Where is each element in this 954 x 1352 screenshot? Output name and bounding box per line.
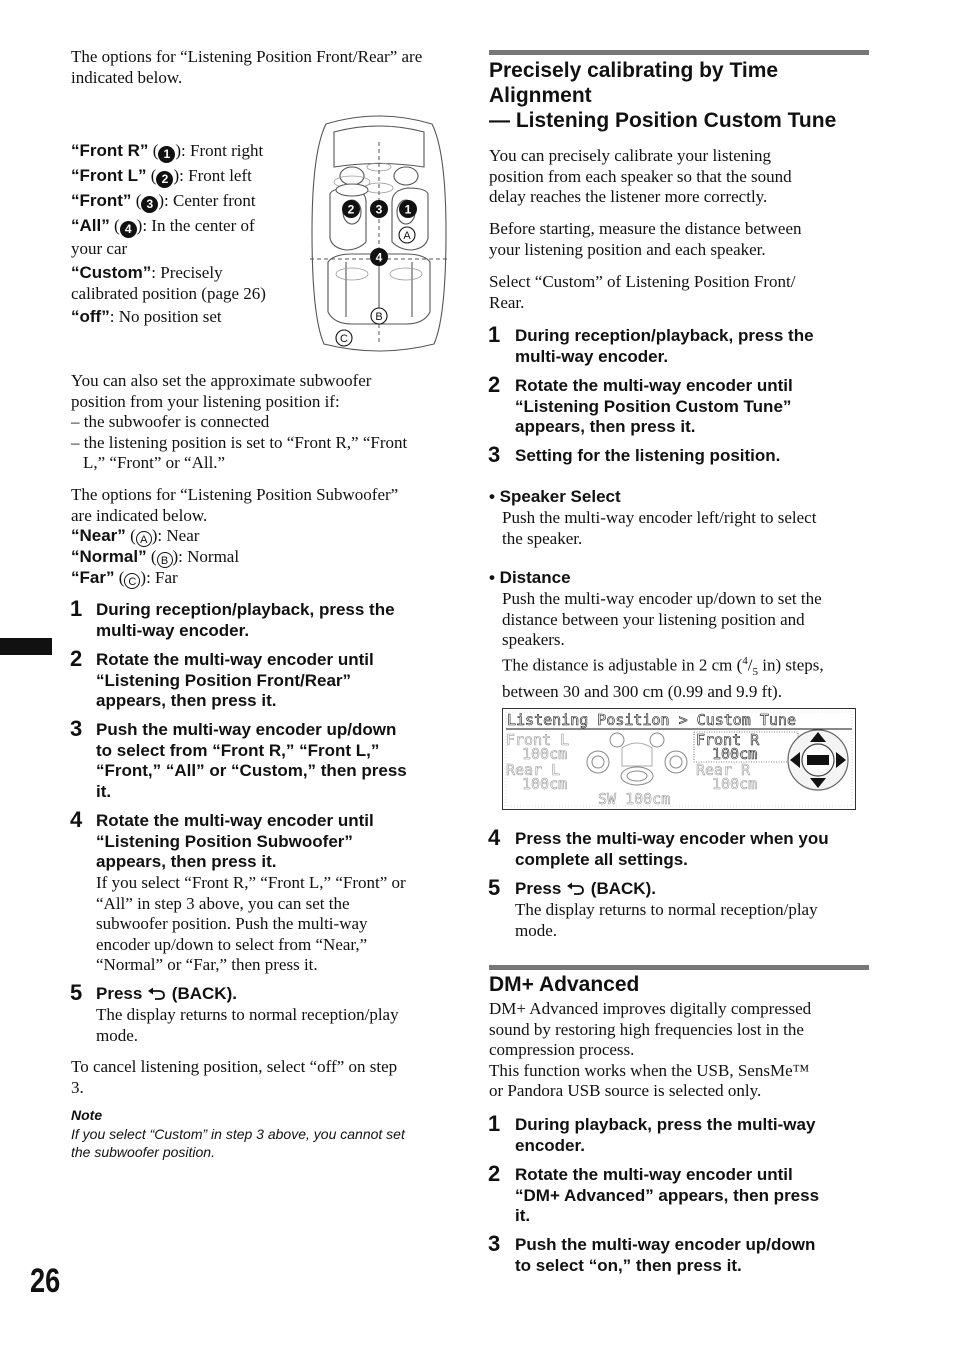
back-icon	[147, 986, 167, 1000]
front-rear-options	[71, 138, 301, 329]
dm-step-2-number: 2	[488, 1161, 501, 1186]
left-step-2-number: 2	[70, 646, 83, 671]
lcd-rear-l: Rear L	[506, 761, 561, 779]
svg-text:1: 1	[404, 202, 412, 217]
section-side-tab	[0, 638, 52, 655]
diagram-label-a	[399, 227, 415, 243]
right-step-5-body: The display returns to normal reception/play mode.	[515, 900, 818, 940]
option-far: “Far” ( C ): Far	[71, 568, 178, 588]
lcd-title: Listening Position > Custom Tune	[507, 711, 796, 729]
intro-p2: Before starting, measure the distance between your listening position and each speaker.	[489, 219, 802, 259]
option-off: “off”: No position set	[71, 307, 222, 326]
option-front: “Front” ( 3 ): Center front	[71, 191, 256, 211]
lcd-custom-tune-display	[502, 708, 856, 810]
left-step-5-number: 5	[70, 980, 83, 1005]
dm-advanced-title: DM+ Advanced	[489, 973, 640, 996]
section-rule-dm	[489, 965, 869, 970]
section-rule-top	[489, 50, 869, 55]
lcd-front-r-value: 100cm	[712, 745, 758, 763]
dm-step-3-number: 3	[488, 1231, 501, 1256]
diagram-label-c	[336, 330, 352, 346]
svg-text:C: C	[340, 333, 348, 345]
svg-text:3: 3	[375, 202, 383, 217]
distance-title: • Distance	[489, 568, 571, 587]
svg-text:A: A	[403, 230, 411, 242]
right-step-3-number: 3	[488, 442, 501, 467]
intro-p3: Select “Custom” of Listening Position Front/ Rear.	[489, 272, 796, 312]
diagram-label-b	[371, 308, 387, 324]
lcd-rear-r: Rear R	[696, 761, 751, 779]
diagram-badge-3	[370, 200, 388, 218]
left-step-4-body: If you select “Front R,” “Front L,” “Front” or “All” in step 3 above, you can set the subwoofer position. Push the multi-way encoder up/down to select from “Near,” “Normal” or “Far,” then press it.	[96, 873, 406, 974]
time-alignment-title: Precisely calibrating by Time Alignment — Listening Position Custom Tune	[489, 59, 837, 132]
lcd-encoder-icon	[788, 730, 848, 790]
left-step-1-number: 1	[70, 596, 83, 621]
lcd-front-l: Front L	[506, 731, 570, 749]
right-step-4-text: Press the multi-way encoder when you complete all settings.	[515, 829, 829, 869]
distance-body: Push the multi-way encoder up/down to set the distance between your listening position and speakers. The distance is adjustable in 2 cm ($^4/_5$ in) steps, between 30 and 300 cm (0.99 and 9.9 ft).	[502, 589, 824, 702]
left-step-5-text: Press (BACK).	[96, 984, 237, 1003]
left-step-4-number: 4	[70, 807, 83, 832]
speaker-select-body: Push the multi-way encoder left/right to select the speaker.	[502, 508, 817, 548]
badge-4: 4	[120, 221, 137, 238]
dm-step-1-text: During playback, press the multi-way encoder.	[515, 1115, 816, 1155]
note-body: If you select “Custom” in step 3 above, you cannot set the subwoofer position.	[71, 1126, 405, 1160]
option-normal: “Normal” ( B ): Normal	[71, 547, 240, 567]
left-step-4-text: Rotate the multi-way encoder until “Listening Position Subwoofer” appears, then press it.	[96, 811, 374, 871]
car-seat-diagram	[306, 112, 452, 358]
svg-text:2: 2	[347, 202, 355, 217]
intro-paragraph: The options for “Listening Position Front/Rear” are indicated below.	[71, 47, 423, 87]
dm-advanced-body: DM+ Advanced improves digitally compressed sound by restoring high frequencies lost in the compression process. This function works when the USB, SensMe™ or Pandora USB source is selected only.	[489, 999, 812, 1100]
back-icon	[566, 881, 586, 895]
right-step-2-number: 2	[488, 372, 501, 397]
lcd-subwoofer: SW 100cm	[598, 790, 671, 808]
option-custom: “Custom”: Precisely calibrated position (page 26)	[71, 263, 266, 303]
badge-2: 2	[156, 171, 173, 188]
dm-step-3-text: Push the multi-way encoder up/down to select “on,” then press it.	[515, 1235, 816, 1275]
right-step-2-text: Rotate the multi-way encoder until “Listening Position Custom Tune” appears, then press it.	[515, 376, 793, 436]
intro-p1: You can precisely calibrate your listening position from each speaker so that the sound delay reaches the listener more correctly.	[489, 146, 792, 206]
diagram-badge-2	[342, 200, 360, 218]
speaker-select-title: • Speaker Select	[489, 487, 621, 506]
badge-3: 3	[141, 196, 158, 213]
diagram-badge-4	[370, 248, 388, 266]
diagram-badge-1	[399, 200, 417, 218]
right-step-1-number: 1	[488, 322, 501, 347]
subwoofer-paragraph: You can also set the approximate subwoofer position from your listening position if: – the subwoofer is connected – the listening position is set to “Front R,” “Front L,” “Front” or “All.”	[71, 371, 408, 472]
note-title: Note	[71, 1107, 103, 1123]
badge-1: 1	[158, 146, 175, 163]
option-front-r: “Front R” ( 1 ): Front right	[71, 141, 264, 161]
lcd-rear-l-value: 100cm	[522, 775, 568, 793]
option-front-l: “Front L” ( 2 ): Front left	[71, 166, 252, 186]
right-step-4-number: 4	[488, 825, 501, 850]
subwoofer-options: The options for “Listening Position Subwoofer” are indicated below. “Near” ( A ): Near “Normal” ( B ): Normal “Far” ( C ): Far	[71, 485, 456, 589]
left-step-3-number: 3	[70, 716, 83, 741]
cancel-paragraph: To cancel listening position, select “off” on step 3.	[71, 1057, 398, 1097]
left-step-5-body: The display returns to normal reception/play mode.	[96, 1005, 399, 1045]
lcd-rear-r-value: 100cm	[712, 775, 758, 793]
svg-text:B: B	[375, 311, 383, 323]
option-near: “Near” ( A ): Near	[71, 526, 200, 546]
right-step-3-text: Setting for the listening position.	[515, 446, 781, 465]
left-step-1-text: During reception/playback, press the multi-way encoder.	[96, 600, 395, 640]
option-all: “All” ( 4 ): In the center of your car	[71, 216, 255, 258]
right-step-5-text: Press (BACK).	[515, 879, 656, 898]
right-step-1-text: During reception/playback, press the multi-way encoder.	[515, 326, 814, 366]
left-step-2-text: Rotate the multi-way encoder until “Listening Position Front/Rear” appears, then press it.	[96, 650, 374, 710]
lcd-front-r: Front R	[696, 731, 760, 749]
dm-step-2-text: Rotate the multi-way encoder until “DM+ Advanced” appears, then press it.	[515, 1165, 820, 1225]
right-step-5-number: 5	[488, 875, 501, 900]
lcd-front-l-value: 100cm	[522, 745, 568, 763]
page-number: 26	[30, 1262, 61, 1300]
svg-text:4: 4	[375, 250, 383, 265]
left-step-3-text: Push the multi-way encoder up/down to select from “Front R,” “Front L,” “Front,” “All” or “Custom,” then press it.	[96, 720, 407, 801]
dm-step-1-number: 1	[488, 1111, 501, 1136]
